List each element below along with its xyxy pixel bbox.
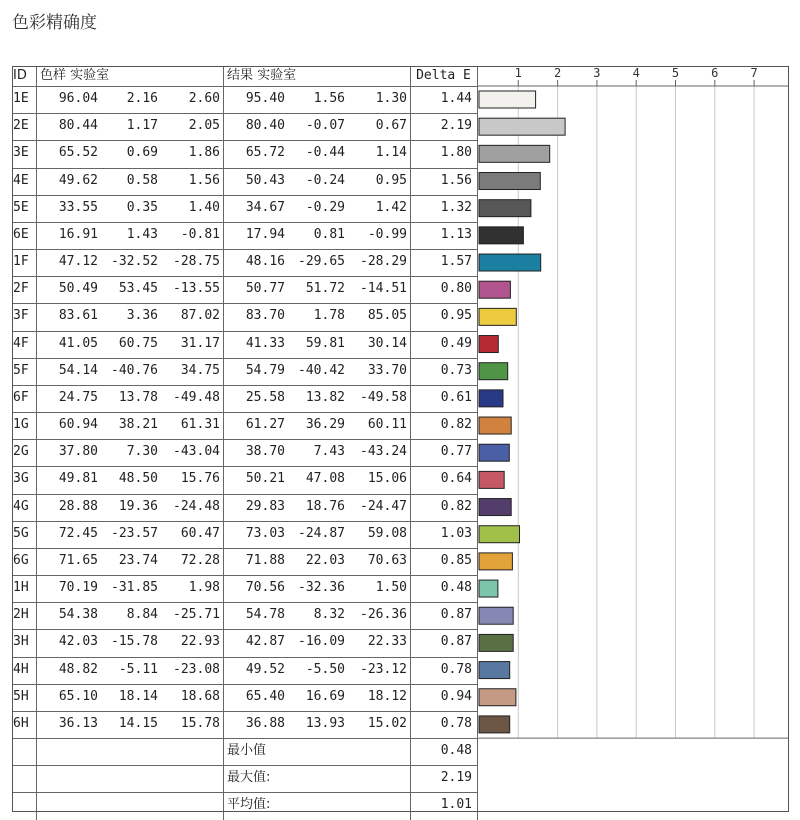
- row-id: 6F: [13, 389, 29, 405]
- row-id: 3G: [13, 471, 29, 487]
- delta-e-value: 1.57: [440, 254, 472, 270]
- sample-a: -23.57: [111, 525, 158, 541]
- delta-e-value: 0.61: [440, 389, 472, 405]
- sample-b: -24.48: [173, 498, 220, 514]
- delta-e-value: 0.78: [440, 715, 472, 731]
- result-a: 1.56: [313, 91, 345, 106]
- table-frame: [12, 66, 789, 812]
- delta-e-value: 0.87: [440, 607, 472, 623]
- sample-a: 13.78: [118, 389, 158, 405]
- sample-b: 60.47: [180, 525, 220, 541]
- sample-a: -31.85: [111, 580, 158, 596]
- sample-a: 8.84: [126, 607, 158, 623]
- x-tick-label: 3: [593, 66, 601, 80]
- row-id: 1H: [13, 580, 29, 596]
- delta-e-value: 0.82: [440, 417, 472, 433]
- delta-e-value: 1.13: [440, 226, 472, 242]
- sample-a: -32.52: [111, 254, 158, 270]
- row-id: 5H: [13, 688, 29, 704]
- result-a: 59.81: [305, 335, 345, 351]
- row-id: 6E: [13, 226, 29, 242]
- result-a: -24.87: [298, 525, 345, 541]
- result-a: 13.82: [305, 389, 345, 405]
- row-id: 2H: [13, 607, 29, 623]
- sample-a: 38.21: [118, 417, 158, 433]
- header-result-lab: 结果 实验室: [227, 68, 297, 83]
- result-a: 22.03: [305, 552, 345, 568]
- delta-e-value: 0.80: [440, 281, 472, 297]
- result-a: 13.93: [305, 715, 345, 731]
- sample-l: 16.91: [58, 226, 98, 242]
- delta-e-value: 2.19: [440, 118, 472, 134]
- sample-b: 2.05: [188, 118, 220, 134]
- sample-l: 80.44: [58, 118, 98, 134]
- sample-l: 42.03: [58, 634, 98, 650]
- row-id: 6H: [13, 715, 29, 731]
- row-id: 5F: [13, 362, 29, 378]
- delta-e-value: 1.03: [440, 525, 472, 541]
- result-l: 41.33: [245, 335, 285, 351]
- sample-b: 72.28: [180, 552, 220, 568]
- result-a: 0.81: [313, 226, 345, 242]
- result-l: 38.70: [245, 444, 285, 460]
- sample-a: 14.15: [118, 715, 158, 731]
- result-a: 18.76: [305, 498, 345, 514]
- sample-l: 71.65: [58, 552, 98, 568]
- result-a: -32.36: [298, 580, 345, 596]
- result-b: 1.30: [375, 91, 407, 106]
- result-a: 1.78: [313, 308, 345, 324]
- sample-b: 1.56: [188, 172, 220, 188]
- sample-b: -28.75: [173, 254, 220, 270]
- row-id: 4H: [13, 661, 29, 677]
- summary-value: 1.01: [440, 797, 472, 813]
- sample-b: 87.02: [180, 308, 220, 324]
- sample-l: 24.75: [58, 389, 98, 405]
- row-id: 2E: [13, 118, 29, 134]
- result-l: 54.79: [245, 362, 285, 378]
- sample-b: 2.60: [188, 91, 220, 106]
- result-a: -40.42: [298, 362, 345, 378]
- sample-a: 0.69: [126, 145, 158, 161]
- sample-l: 65.52: [58, 145, 98, 161]
- result-b: 22.33: [367, 634, 407, 650]
- x-tick-label: 4: [632, 66, 640, 80]
- delta-e-value: 0.77: [440, 444, 472, 460]
- result-b: 1.14: [375, 145, 407, 161]
- result-b: -49.58: [360, 389, 407, 405]
- summary-value: 2.19: [440, 770, 472, 786]
- result-a: -5.50: [305, 661, 345, 677]
- result-a: 8.32: [313, 607, 345, 623]
- header-id: ID: [13, 68, 27, 83]
- sample-b: -13.55: [173, 281, 220, 297]
- sample-l: 49.81: [58, 471, 98, 487]
- row-id: 3H: [13, 634, 29, 650]
- result-l: 71.88: [245, 552, 285, 568]
- sample-l: 83.61: [58, 308, 98, 324]
- result-l: 49.52: [245, 661, 285, 677]
- result-l: 50.43: [245, 172, 285, 188]
- delta-e-value: 0.49: [440, 335, 472, 351]
- result-b: -28.29: [360, 254, 407, 270]
- sample-a: 23.74: [118, 552, 158, 568]
- sample-b: -23.08: [173, 661, 220, 677]
- result-b: -26.36: [360, 607, 407, 623]
- sample-l: 36.13: [58, 715, 98, 731]
- result-b: -24.47: [360, 498, 407, 514]
- result-l: 73.03: [245, 525, 285, 541]
- x-tick-label: 7: [750, 66, 758, 80]
- sample-b: 18.68: [180, 688, 220, 704]
- result-b: -0.99: [367, 226, 407, 242]
- sample-l: 49.62: [58, 172, 98, 188]
- sample-l: 47.12: [58, 254, 98, 270]
- result-b: 33.70: [367, 362, 407, 378]
- x-tick-label: 6: [711, 66, 719, 80]
- x-tick-label: 2: [553, 66, 562, 80]
- sample-l: 60.94: [58, 417, 98, 433]
- summary-label: 最小值: [227, 743, 267, 759]
- header-sample-lab: 色样 实验室: [40, 68, 110, 83]
- sample-l: 72.45: [58, 525, 98, 541]
- row-id: 6G: [13, 552, 29, 568]
- result-b: -43.24: [360, 444, 407, 460]
- sample-l: 50.49: [58, 281, 98, 297]
- result-a: -16.09: [298, 634, 345, 650]
- sample-l: 70.19: [58, 580, 98, 596]
- result-b: 70.63: [367, 552, 407, 568]
- sample-l: 28.88: [58, 498, 98, 514]
- result-a: 47.08: [305, 471, 345, 487]
- result-b: 1.50: [375, 580, 407, 596]
- row-id: 1G: [13, 417, 29, 433]
- sample-b: 34.75: [180, 362, 220, 378]
- sample-a: 1.43: [126, 226, 158, 242]
- result-l: 54.78: [245, 607, 285, 623]
- sample-l: 65.10: [58, 688, 98, 704]
- result-a: -29.65: [298, 254, 345, 270]
- sample-b: 15.76: [180, 471, 220, 487]
- delta-e-value: 1.44: [440, 91, 472, 106]
- summary-label: 平均值:: [227, 797, 271, 813]
- sample-a: 3.36: [126, 308, 158, 324]
- sample-a: 1.17: [126, 118, 158, 134]
- sample-a: -5.11: [118, 661, 158, 677]
- sample-b: 61.31: [180, 417, 220, 433]
- result-l: 17.94: [245, 226, 285, 242]
- sample-l: 48.82: [58, 661, 98, 677]
- sample-b: -25.71: [173, 607, 220, 623]
- result-a: -0.24: [305, 172, 345, 188]
- result-b: 1.42: [375, 199, 407, 215]
- result-b: 15.06: [367, 471, 407, 487]
- result-l: 50.21: [245, 471, 285, 487]
- sample-l: 96.04: [58, 91, 98, 106]
- summary-value: 0.48: [440, 743, 472, 759]
- sample-a: 18.14: [118, 688, 158, 704]
- delta-e-value: 0.95: [440, 308, 472, 324]
- row-id: 3F: [13, 308, 29, 324]
- result-b: 60.11: [367, 417, 407, 433]
- sample-l: 37.80: [58, 444, 98, 460]
- sample-a: -15.78: [111, 634, 158, 650]
- delta-e-value: 0.87: [440, 634, 472, 650]
- result-a: 7.43: [313, 444, 345, 460]
- result-l: 29.83: [245, 498, 285, 514]
- result-b: 0.95: [375, 172, 407, 188]
- delta-e-value: 1.32: [440, 199, 472, 215]
- sample-a: 60.75: [118, 335, 158, 351]
- row-id: 4E: [13, 172, 29, 188]
- row-id: 3E: [13, 145, 29, 161]
- delta-e-value: 1.56: [440, 172, 472, 188]
- sample-b: 22.93: [180, 634, 220, 650]
- result-l: 95.40: [245, 91, 285, 106]
- sample-b: -49.48: [173, 389, 220, 405]
- result-b: 15.02: [367, 715, 407, 731]
- result-l: 36.88: [245, 715, 285, 731]
- row-id: 1F: [13, 254, 29, 270]
- sample-b: -0.81: [180, 226, 220, 242]
- row-id: 5G: [13, 525, 29, 541]
- result-l: 83.70: [245, 308, 285, 324]
- result-a: -0.29: [305, 199, 345, 215]
- x-tick-label: 1: [514, 66, 522, 80]
- sample-l: 54.14: [58, 362, 98, 378]
- page-title: 色彩精确度: [12, 13, 97, 33]
- summary-label: 最大值:: [227, 770, 271, 786]
- sample-l: 41.05: [58, 335, 98, 351]
- sample-a: 0.35: [126, 199, 158, 215]
- sample-a: 48.50: [118, 471, 158, 487]
- result-l: 50.77: [245, 281, 285, 297]
- sample-b: 1.86: [188, 145, 220, 161]
- result-b: -23.12: [360, 661, 407, 677]
- result-b: 0.67: [375, 118, 407, 134]
- sample-l: 54.38: [58, 607, 98, 623]
- result-l: 80.40: [245, 118, 285, 134]
- row-id: 2F: [13, 281, 29, 297]
- result-b: 30.14: [367, 335, 407, 351]
- row-id: 5E: [13, 199, 29, 215]
- result-a: -0.07: [305, 118, 345, 134]
- x-tick-label: 5: [671, 66, 680, 80]
- sample-b: 1.40: [188, 199, 220, 215]
- delta-e-value: 0.85: [440, 552, 472, 568]
- delta-e-value: 0.78: [440, 661, 472, 677]
- sample-a: 2.16: [126, 91, 158, 106]
- sample-a: -40.76: [111, 362, 158, 378]
- delta-e-value: 0.48: [440, 580, 472, 596]
- result-l: 25.58: [245, 389, 285, 405]
- result-b: 85.05: [367, 308, 407, 324]
- sample-b: 31.17: [180, 335, 220, 351]
- result-l: 70.56: [245, 580, 285, 596]
- result-b: 18.12: [367, 688, 407, 704]
- header-delta-e: Delta E: [416, 68, 471, 83]
- result-l: 48.16: [245, 254, 285, 270]
- sample-l: 33.55: [58, 199, 98, 215]
- row-id: 1E: [13, 91, 29, 106]
- delta-e-value: 0.73: [440, 362, 472, 378]
- row-id: 4G: [13, 498, 29, 514]
- sample-b: 1.98: [188, 580, 220, 596]
- delta-e-value: 0.82: [440, 498, 472, 514]
- sample-a: 7.30: [126, 444, 158, 460]
- sample-b: -43.04: [173, 444, 220, 460]
- result-a: 51.72: [305, 281, 345, 297]
- result-b: 59.08: [367, 525, 407, 541]
- row-id: 4F: [13, 335, 29, 351]
- result-l: 61.27: [245, 417, 285, 433]
- sample-a: 19.36: [118, 498, 158, 514]
- result-l: 65.40: [245, 688, 285, 704]
- sample-a: 53.45: [118, 281, 158, 297]
- delta-e-value: 0.94: [440, 688, 472, 704]
- row-id: 2G: [13, 444, 29, 460]
- result-l: 42.87: [245, 634, 285, 650]
- result-b: -14.51: [360, 281, 407, 297]
- sample-a: 0.58: [126, 172, 158, 188]
- delta-e-value: 1.80: [440, 145, 472, 161]
- delta-e-value: 0.64: [440, 471, 472, 487]
- result-l: 65.72: [245, 145, 285, 161]
- result-a: 36.29: [305, 417, 345, 433]
- sample-b: 15.78: [180, 715, 220, 731]
- result-a: 16.69: [305, 688, 345, 704]
- result-l: 34.67: [245, 199, 285, 215]
- result-a: -0.44: [305, 145, 345, 161]
